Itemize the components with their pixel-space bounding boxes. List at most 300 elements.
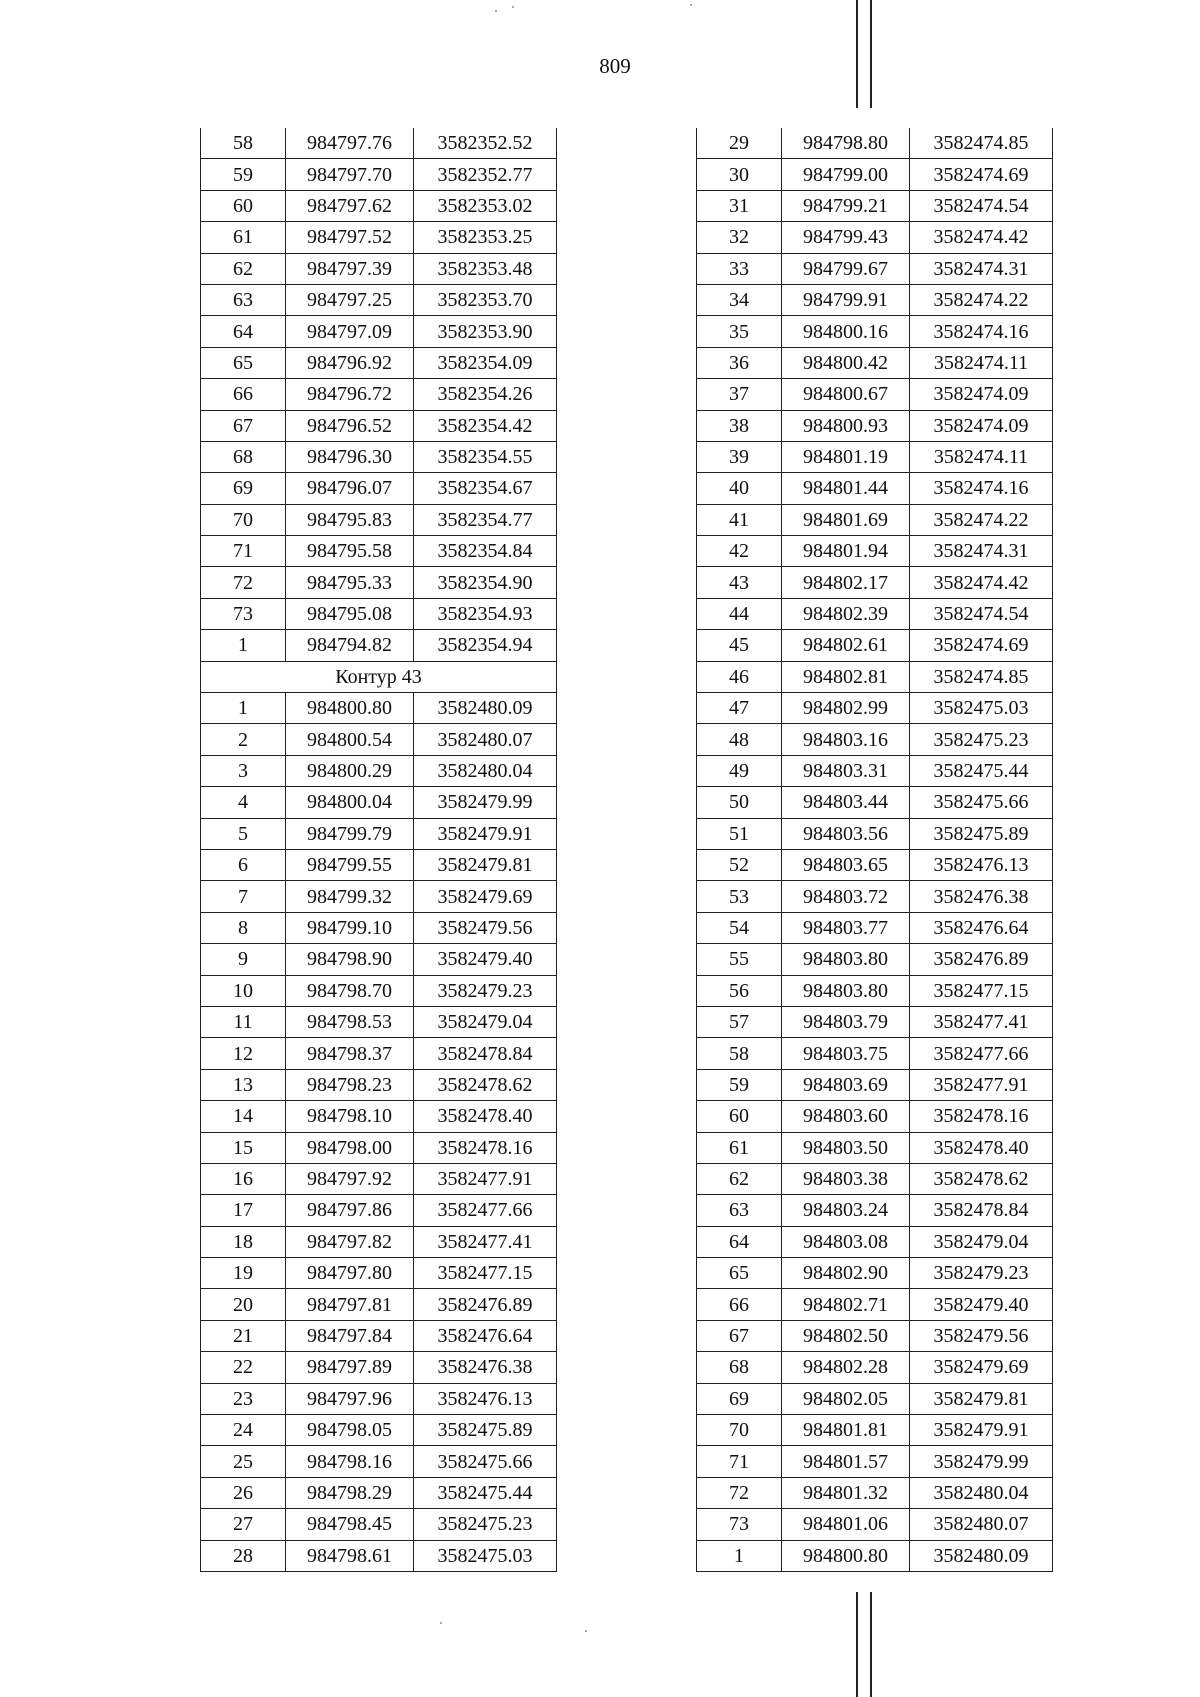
coordinate-x: 984801.44	[782, 473, 910, 504]
table-row	[201, 159, 557, 190]
coordinate-x: 984803.77	[782, 912, 910, 943]
table-row	[201, 975, 557, 1006]
binding-line-bottom-inner	[870, 1592, 872, 1697]
table-row	[697, 1038, 1053, 1069]
coordinate-y: 3582354.94	[414, 630, 557, 661]
coordinate-x: 984799.00	[782, 159, 910, 190]
point-number: 58	[697, 1038, 782, 1069]
point-number: 1	[201, 630, 286, 661]
coordinate-y: 3582477.66	[910, 1038, 1053, 1069]
coordinate-y: 3582354.42	[414, 410, 557, 441]
table-row	[201, 1383, 557, 1414]
coordinate-x: 984797.70	[286, 159, 414, 190]
table-row	[697, 944, 1053, 975]
table-row	[697, 159, 1053, 190]
table-row	[201, 881, 557, 912]
table-row	[697, 1477, 1053, 1508]
point-number: 56	[697, 975, 782, 1006]
point-number: 61	[697, 1132, 782, 1163]
binding-line-top-inner	[870, 0, 872, 108]
coordinate-y: 3582477.91	[910, 1069, 1053, 1100]
coordinate-x: 984799.79	[286, 818, 414, 849]
table-row	[697, 598, 1053, 629]
table-row	[697, 504, 1053, 535]
coordinate-y: 3582479.91	[910, 1415, 1053, 1446]
point-number: 28	[201, 1540, 286, 1571]
coordinate-x: 984798.90	[286, 944, 414, 975]
coordinate-x: 984803.60	[782, 1101, 910, 1132]
point-number: 1	[201, 693, 286, 724]
point-number: 70	[201, 504, 286, 535]
coordinate-y: 3582353.02	[414, 190, 557, 221]
coordinate-x: 984796.52	[286, 410, 414, 441]
point-number: 46	[697, 661, 782, 692]
coordinate-x: 984800.29	[286, 755, 414, 786]
coordinate-y: 3582480.04	[414, 755, 557, 786]
table-row	[697, 536, 1053, 567]
point-number: 65	[697, 1258, 782, 1289]
point-number: 54	[697, 912, 782, 943]
coordinate-y: 3582354.90	[414, 567, 557, 598]
point-number: 72	[201, 567, 286, 598]
coordinate-x: 984798.23	[286, 1069, 414, 1100]
coordinate-x: 984803.50	[782, 1132, 910, 1163]
coordinate-y: 3582480.07	[414, 724, 557, 755]
scan-speck	[690, 4, 692, 6]
coordinate-x: 984798.53	[286, 1006, 414, 1037]
table-row	[697, 818, 1053, 849]
table-row	[697, 912, 1053, 943]
point-number: 42	[697, 536, 782, 567]
coordinate-x: 984799.10	[286, 912, 414, 943]
coordinate-x: 984803.56	[782, 818, 910, 849]
table-row	[201, 787, 557, 818]
coordinate-x: 984803.80	[782, 944, 910, 975]
coordinate-x: 984797.76	[286, 128, 414, 159]
table-row	[697, 1509, 1053, 1540]
coordinate-y: 3582477.66	[414, 1195, 557, 1226]
point-number: 44	[697, 598, 782, 629]
table-row	[697, 630, 1053, 661]
scan-speck	[495, 10, 497, 12]
coordinate-y: 3582476.13	[414, 1383, 557, 1414]
binding-line-bottom	[856, 1592, 858, 1697]
coordinate-x: 984800.04	[286, 787, 414, 818]
point-number: 66	[697, 1289, 782, 1320]
coordinate-y: 3582479.56	[414, 912, 557, 943]
coordinate-y: 3582353.90	[414, 316, 557, 347]
coordinate-y: 3582479.56	[910, 1320, 1053, 1351]
coordinate-y: 3582475.44	[910, 755, 1053, 786]
coordinate-x: 984795.83	[286, 504, 414, 535]
table-row	[697, 1069, 1053, 1100]
point-number: 9	[201, 944, 286, 975]
table-row	[201, 1258, 557, 1289]
point-number: 14	[201, 1101, 286, 1132]
coordinate-x: 984799.32	[286, 881, 414, 912]
point-number: 35	[697, 316, 782, 347]
coordinate-y: 3582475.66	[910, 787, 1053, 818]
coordinate-y: 3582354.09	[414, 347, 557, 378]
coordinate-y: 3582479.69	[910, 1352, 1053, 1383]
coordinate-y: 3582353.25	[414, 222, 557, 253]
coordinate-x: 984803.75	[782, 1038, 910, 1069]
table-row	[697, 1383, 1053, 1414]
coordinate-y: 3582474.42	[910, 567, 1053, 598]
coordinate-y: 3582474.09	[910, 410, 1053, 441]
point-number: 68	[201, 441, 286, 472]
coordinate-y: 3582353.48	[414, 253, 557, 284]
table-row	[697, 724, 1053, 755]
point-number: 71	[201, 536, 286, 567]
coordinate-x: 984801.32	[782, 1477, 910, 1508]
table-row	[201, 504, 557, 535]
coordinate-y: 3582475.66	[414, 1446, 557, 1477]
table-row	[697, 1006, 1053, 1037]
point-number: 7	[201, 881, 286, 912]
point-number: 58	[201, 128, 286, 159]
coordinate-x: 984794.82	[286, 630, 414, 661]
coordinate-y: 3582477.41	[910, 1006, 1053, 1037]
table-row	[697, 1226, 1053, 1257]
table-row	[697, 1320, 1053, 1351]
table-row	[201, 693, 557, 724]
coordinate-y: 3582479.91	[414, 818, 557, 849]
scan-speck	[440, 1622, 442, 1624]
section-header-row	[201, 661, 557, 692]
coordinate-x: 984803.31	[782, 755, 910, 786]
point-number: 32	[697, 222, 782, 253]
table-row	[201, 849, 557, 880]
coordinate-x: 984803.80	[782, 975, 910, 1006]
point-number: 21	[201, 1320, 286, 1351]
coordinate-y: 3582475.03	[910, 693, 1053, 724]
coordinate-y: 3582479.04	[910, 1226, 1053, 1257]
table-row	[697, 755, 1053, 786]
coordinate-x: 984800.67	[782, 379, 910, 410]
coordinate-x: 984798.16	[286, 1446, 414, 1477]
point-number: 59	[201, 159, 286, 190]
coordinate-y: 3582474.42	[910, 222, 1053, 253]
table-row	[697, 567, 1053, 598]
coordinate-x: 984802.50	[782, 1320, 910, 1351]
coordinate-y: 3582354.84	[414, 536, 557, 567]
coordinate-y: 3582476.38	[414, 1352, 557, 1383]
coordinates-table-right	[696, 128, 1053, 1572]
point-number: 69	[697, 1383, 782, 1414]
point-number: 45	[697, 630, 782, 661]
coordinates-table-left-body	[201, 128, 557, 1571]
coordinate-x: 984798.61	[286, 1540, 414, 1571]
table-row	[697, 253, 1053, 284]
coordinate-x: 984803.44	[782, 787, 910, 818]
point-number: 43	[697, 567, 782, 598]
coordinate-y: 3582353.70	[414, 284, 557, 315]
point-number: 52	[697, 849, 782, 880]
table-row	[697, 661, 1053, 692]
point-number: 38	[697, 410, 782, 441]
coordinate-y: 3582474.54	[910, 598, 1053, 629]
coordinate-y: 3582475.23	[414, 1509, 557, 1540]
coordinate-x: 984802.17	[782, 567, 910, 598]
coordinate-x: 984797.52	[286, 222, 414, 253]
point-number: 60	[201, 190, 286, 221]
coordinate-y: 3582476.64	[910, 912, 1053, 943]
table-row	[201, 755, 557, 786]
coordinate-y: 3582480.04	[910, 1477, 1053, 1508]
table-row	[201, 1006, 557, 1037]
table-row	[697, 849, 1053, 880]
coordinate-x: 984803.24	[782, 1195, 910, 1226]
table-row	[201, 944, 557, 975]
table-row	[201, 347, 557, 378]
coordinate-x: 984800.16	[782, 316, 910, 347]
coordinate-x: 984799.21	[782, 190, 910, 221]
coordinate-x: 984798.45	[286, 1509, 414, 1540]
coordinate-x: 984797.82	[286, 1226, 414, 1257]
table-row	[697, 1289, 1053, 1320]
binding-line-top	[856, 0, 858, 108]
point-number: 39	[697, 441, 782, 472]
table-row	[201, 1132, 557, 1163]
coordinate-x: 984801.81	[782, 1415, 910, 1446]
table-row	[697, 473, 1053, 504]
point-number: 51	[697, 818, 782, 849]
coordinate-x: 984802.28	[782, 1352, 910, 1383]
table-row	[201, 473, 557, 504]
coordinate-x: 984797.80	[286, 1258, 414, 1289]
coordinate-y: 3582480.09	[910, 1540, 1053, 1571]
coordinate-x: 984797.96	[286, 1383, 414, 1414]
coordinate-y: 3582480.07	[910, 1509, 1053, 1540]
table-row	[201, 1446, 557, 1477]
table-row	[697, 1132, 1053, 1163]
coordinate-x: 984799.43	[782, 222, 910, 253]
point-number: 60	[697, 1101, 782, 1132]
coordinate-y: 3582479.23	[414, 975, 557, 1006]
point-number: 66	[201, 379, 286, 410]
point-number: 26	[201, 1477, 286, 1508]
coordinate-y: 3582474.69	[910, 630, 1053, 661]
point-number: 69	[201, 473, 286, 504]
point-number: 63	[697, 1195, 782, 1226]
coordinate-y: 3582475.03	[414, 1540, 557, 1571]
table-row	[201, 284, 557, 315]
coordinate-x: 984797.81	[286, 1289, 414, 1320]
coordinate-y: 3582479.69	[414, 881, 557, 912]
coordinate-y: 3582476.89	[414, 1289, 557, 1320]
table-row	[697, 1540, 1053, 1571]
point-number: 62	[201, 253, 286, 284]
coordinate-y: 3582474.16	[910, 473, 1053, 504]
table-row	[201, 1509, 557, 1540]
table-row	[697, 284, 1053, 315]
coordinate-y: 3582475.44	[414, 1477, 557, 1508]
coordinate-y: 3582475.89	[414, 1415, 557, 1446]
page-number: 809	[599, 54, 631, 78]
point-number: 41	[697, 504, 782, 535]
coordinate-x: 984801.57	[782, 1446, 910, 1477]
section-title: Контур 43	[201, 661, 557, 692]
point-number: 67	[697, 1320, 782, 1351]
point-number: 64	[697, 1226, 782, 1257]
table-row	[201, 630, 557, 661]
coordinate-y: 3582475.23	[910, 724, 1053, 755]
coordinate-x: 984797.62	[286, 190, 414, 221]
coordinate-x: 984798.80	[782, 128, 910, 159]
table-row	[697, 787, 1053, 818]
table-row	[697, 975, 1053, 1006]
coordinates-table-right-body	[697, 128, 1053, 1571]
point-number: 13	[201, 1069, 286, 1100]
table-row	[697, 1163, 1053, 1194]
table-row	[201, 190, 557, 221]
coordinates-table-left	[200, 128, 557, 1572]
point-number: 31	[697, 190, 782, 221]
table-row	[201, 441, 557, 472]
coordinate-y: 3582354.93	[414, 598, 557, 629]
table-row	[697, 410, 1053, 441]
coordinate-x: 984798.05	[286, 1415, 414, 1446]
table-row	[201, 1415, 557, 1446]
point-number: 8	[201, 912, 286, 943]
point-number: 61	[201, 222, 286, 253]
coordinate-y: 3582479.99	[414, 787, 557, 818]
coordinate-y: 3582474.54	[910, 190, 1053, 221]
coordinate-y: 3582474.22	[910, 284, 1053, 315]
coordinate-y: 3582352.52	[414, 128, 557, 159]
coordinate-y: 3582478.40	[414, 1101, 557, 1132]
point-number: 16	[201, 1163, 286, 1194]
coordinate-y: 3582477.91	[414, 1163, 557, 1194]
point-number: 25	[201, 1446, 286, 1477]
coordinate-x: 984798.10	[286, 1101, 414, 1132]
coordinate-y: 3582474.31	[910, 536, 1053, 567]
table-row	[201, 128, 557, 159]
coordinate-y: 3582477.15	[910, 975, 1053, 1006]
point-number: 72	[697, 1477, 782, 1508]
point-number: 24	[201, 1415, 286, 1446]
coordinate-y: 3582478.16	[414, 1132, 557, 1163]
point-number: 48	[697, 724, 782, 755]
coordinate-y: 3582474.85	[910, 128, 1053, 159]
point-number: 15	[201, 1132, 286, 1163]
coordinate-y: 3582478.84	[414, 1038, 557, 1069]
point-number: 50	[697, 787, 782, 818]
table-row	[201, 1226, 557, 1257]
scan-speck	[512, 6, 514, 8]
coordinate-y: 3582478.16	[910, 1101, 1053, 1132]
coordinate-y: 3582354.55	[414, 441, 557, 472]
coordinate-y: 3582478.62	[910, 1163, 1053, 1194]
coordinate-x: 984797.89	[286, 1352, 414, 1383]
coordinate-y: 3582354.67	[414, 473, 557, 504]
point-number: 23	[201, 1383, 286, 1414]
coordinate-x: 984799.67	[782, 253, 910, 284]
point-number: 70	[697, 1415, 782, 1446]
table-row	[697, 128, 1053, 159]
table-row	[201, 1289, 557, 1320]
coordinate-y: 3582478.62	[414, 1069, 557, 1100]
point-number: 71	[697, 1446, 782, 1477]
coordinate-x: 984799.91	[782, 284, 910, 315]
coordinate-y: 3582476.38	[910, 881, 1053, 912]
coordinate-x: 984800.80	[286, 693, 414, 724]
table-row	[697, 693, 1053, 724]
coordinate-x: 984796.92	[286, 347, 414, 378]
point-number: 59	[697, 1069, 782, 1100]
coordinate-x: 984803.16	[782, 724, 910, 755]
coordinate-x: 984800.42	[782, 347, 910, 378]
point-number: 17	[201, 1195, 286, 1226]
table-row	[201, 1195, 557, 1226]
coordinate-y: 3582474.69	[910, 159, 1053, 190]
table-row	[201, 1320, 557, 1351]
table-row	[201, 567, 557, 598]
coordinate-y: 3582479.81	[414, 849, 557, 880]
coordinate-x: 984798.29	[286, 1477, 414, 1508]
table-row	[201, 1477, 557, 1508]
table-row	[697, 347, 1053, 378]
coordinate-x: 984802.90	[782, 1258, 910, 1289]
coordinate-x: 984798.70	[286, 975, 414, 1006]
table-row	[201, 253, 557, 284]
coordinate-x: 984798.37	[286, 1038, 414, 1069]
coordinate-x: 984802.05	[782, 1383, 910, 1414]
coordinate-x: 984795.33	[286, 567, 414, 598]
scan-speck	[585, 1630, 587, 1632]
point-number: 55	[697, 944, 782, 975]
table-row	[201, 1069, 557, 1100]
point-number: 63	[201, 284, 286, 315]
point-number: 49	[697, 755, 782, 786]
coordinate-x: 984796.30	[286, 441, 414, 472]
coordinate-x: 984796.72	[286, 379, 414, 410]
coordinate-x: 984802.99	[782, 693, 910, 724]
point-number: 19	[201, 1258, 286, 1289]
coordinate-x: 984799.55	[286, 849, 414, 880]
coordinate-x: 984797.92	[286, 1163, 414, 1194]
coordinate-x: 984797.09	[286, 316, 414, 347]
coordinate-y: 3582478.84	[910, 1195, 1053, 1226]
point-number: 33	[697, 253, 782, 284]
coordinate-x: 984803.72	[782, 881, 910, 912]
point-number: 40	[697, 473, 782, 504]
table-row	[697, 881, 1053, 912]
table-row	[697, 1101, 1053, 1132]
coordinate-x: 984800.93	[782, 410, 910, 441]
point-number: 53	[697, 881, 782, 912]
point-number: 12	[201, 1038, 286, 1069]
point-number: 47	[697, 693, 782, 724]
table-row	[201, 1352, 557, 1383]
coordinate-x: 984801.19	[782, 441, 910, 472]
table-row	[697, 190, 1053, 221]
coordinate-y: 3582476.13	[910, 849, 1053, 880]
coordinate-y: 3582474.22	[910, 504, 1053, 535]
point-number: 3	[201, 755, 286, 786]
point-number: 73	[697, 1509, 782, 1540]
table-row	[697, 316, 1053, 347]
table-row	[201, 724, 557, 755]
table-row	[697, 379, 1053, 410]
coordinate-x: 984801.94	[782, 536, 910, 567]
table-row	[201, 536, 557, 567]
point-number: 4	[201, 787, 286, 818]
point-number: 20	[201, 1289, 286, 1320]
table-row	[201, 1038, 557, 1069]
point-number: 10	[201, 975, 286, 1006]
